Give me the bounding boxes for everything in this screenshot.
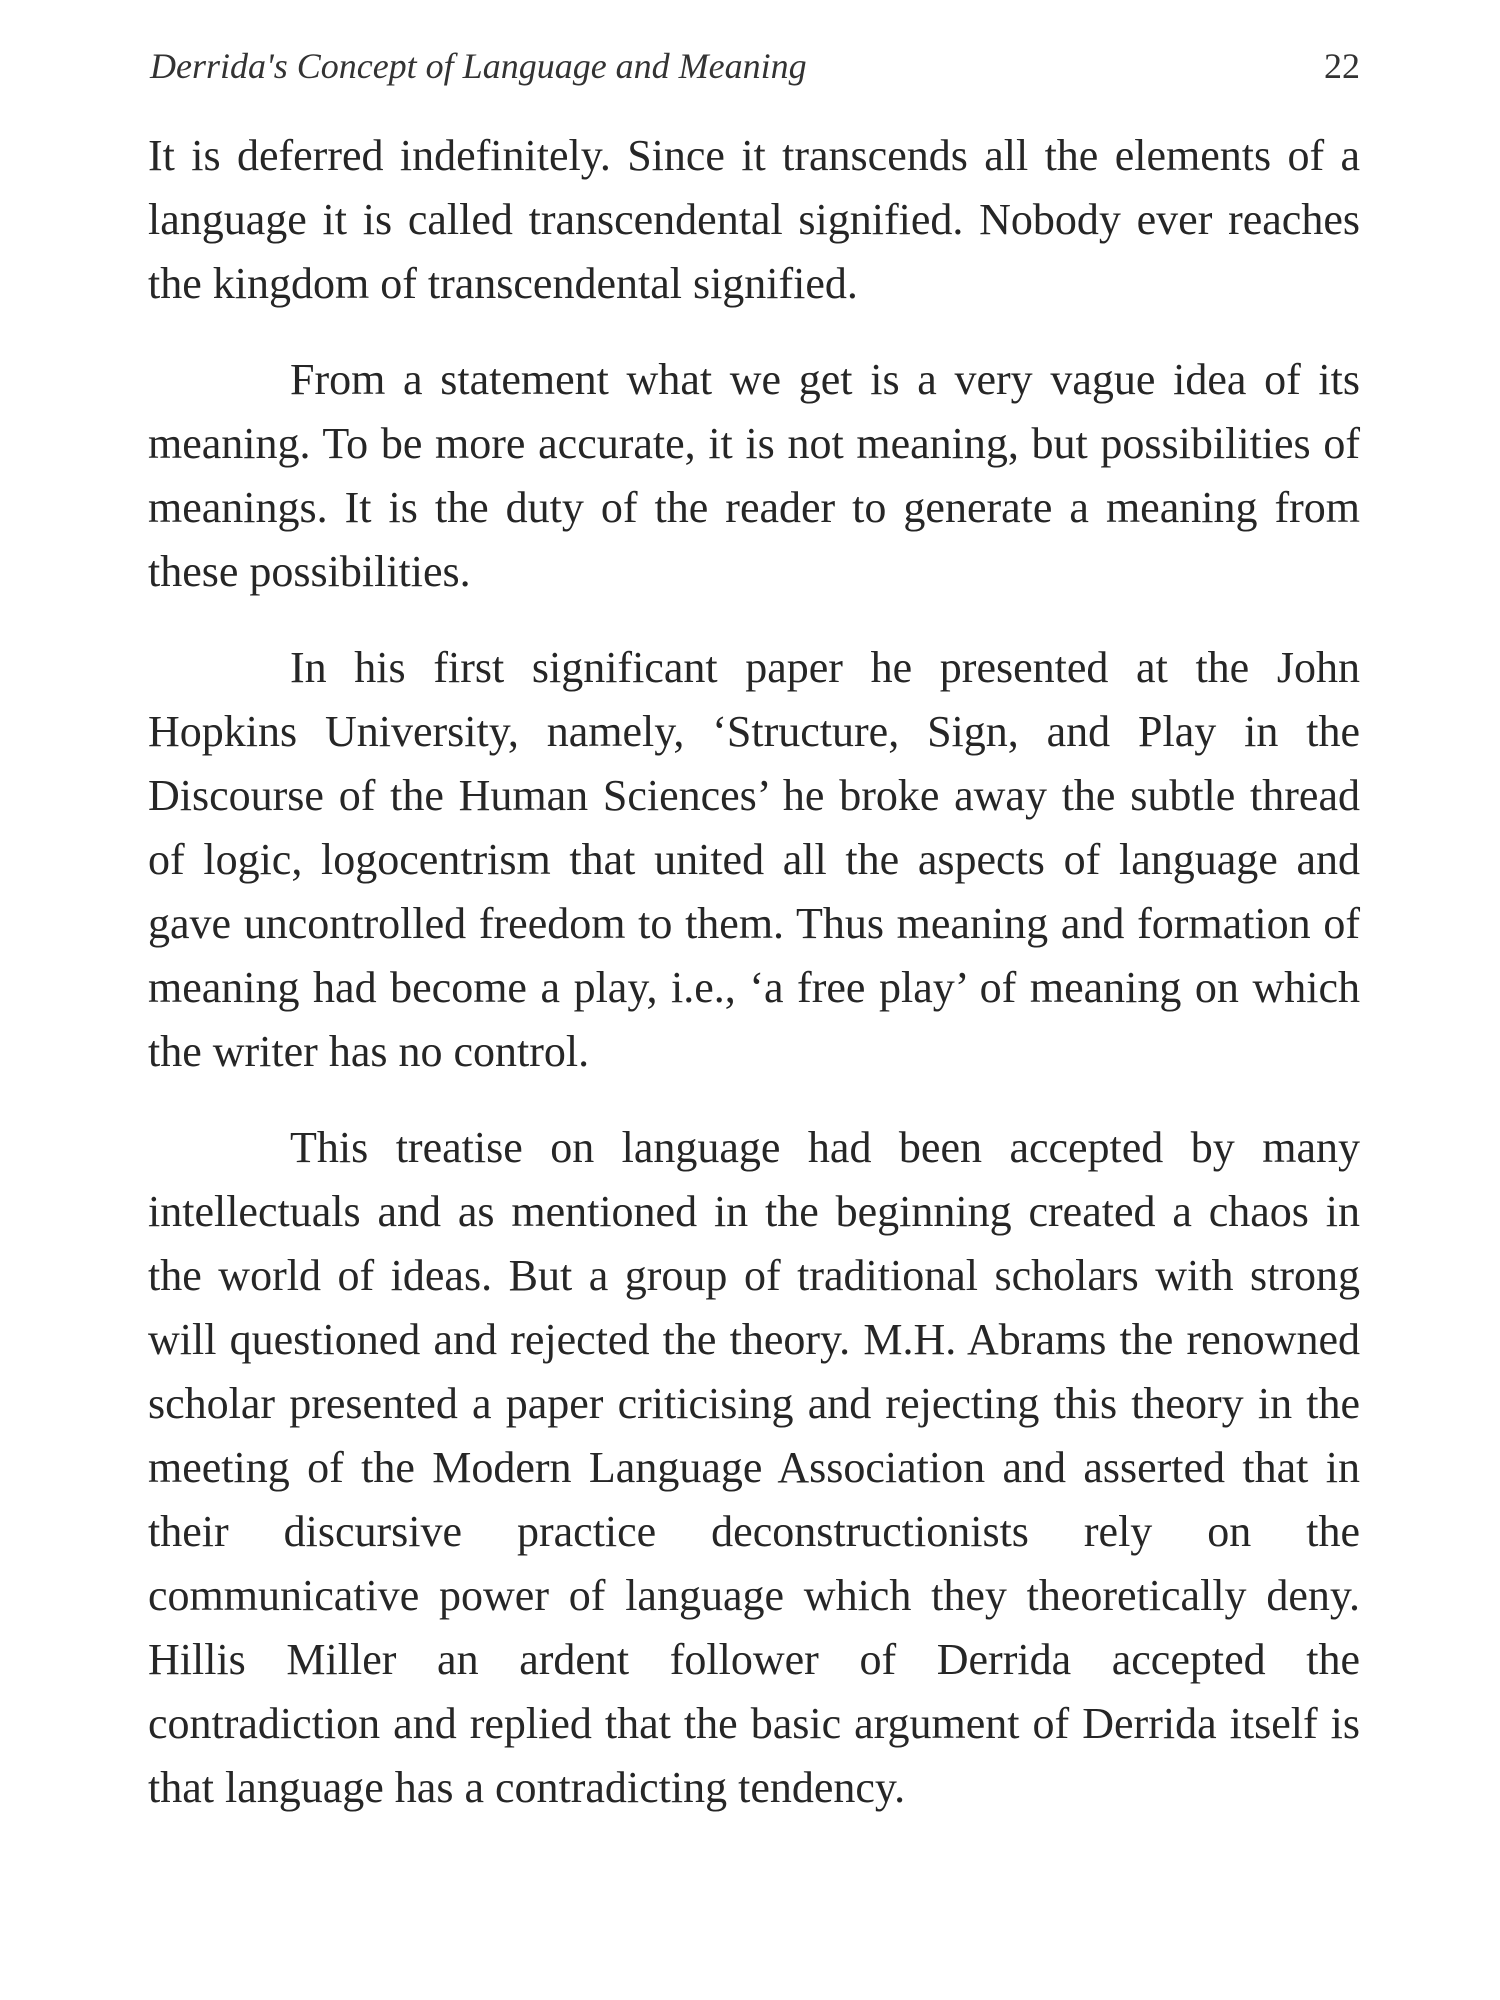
page-body (148, 124, 1360, 1852)
paragraph-3: In his first significant paper he presented at the John Hopkins University, namely, ‘Structure, Sign, and Play in the Discourse of the Human Sciences’ he broke away the subtle thread of logic, logocentrism that united all the aspects of language and gave uncontrolled freedom to them. Thus meaning and formation of meaning had become a play, i.e., ‘a free play’ of meaning on which the writer has no control. (148, 643, 1360, 1076)
paragraph-4: This treatise on language had been accepted by many intellectuals and as mentioned in the beginning created a chaos in the world of ideas. But a group of traditional scholars with strong will questioned and rejected the theory. M.H. Abrams the renowned scholar presented a paper criticising and rejecting this theory in the meeting of the Modern Language Association and asserted that in their discursive practice deconstructionists rely on the communicative power of language which they theoretically deny. Hillis Miller an ardent follower of Derrida accepted the contradiction and replied that the basic argument of Derrida itself is that language has a contradicting tendency. (148, 1123, 1360, 1812)
page-header (150, 36, 1360, 96)
page-number: 22 (1324, 46, 1360, 86)
paragraph-1: It is deferred indefinitely. Since it transcends all the elements of a language it is called transcendental signified. Nobody ever reaches the kingdom of transcendental signified. (148, 131, 1360, 308)
paragraph-2: From a statement what we get is a very vague idea of its meaning. To be more accurate, it is not meaning, but possibilities of meanings. It is the duty of the reader to generate a meaning from these possibilities. (148, 355, 1360, 596)
running-title: Derrida's Concept of Language and Meaning (150, 46, 807, 86)
